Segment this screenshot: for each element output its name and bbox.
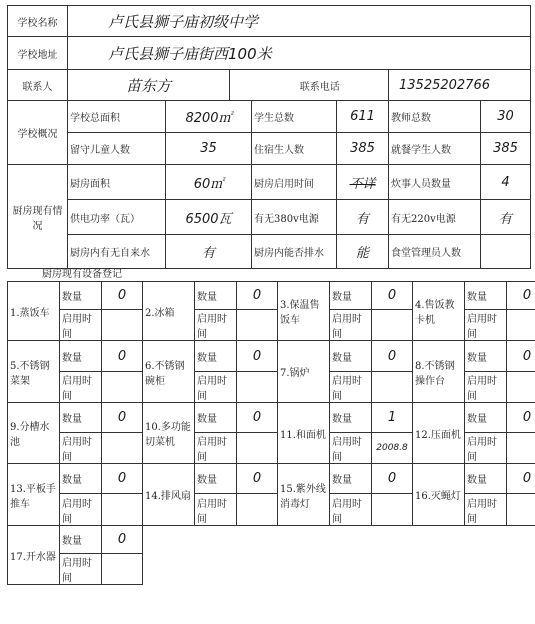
water-label: 厨房内有无自来水 [68, 235, 166, 269]
power-value: 6500瓦 [166, 200, 252, 235]
school-name-label: 学校名称 [8, 6, 68, 37]
boarders-label: 住宿生人数 [252, 133, 337, 165]
date-value [102, 494, 143, 526]
equipment-name: 15.紫外线消毒灯 [278, 464, 330, 526]
equipment-name: 4.售饭教卡机 [413, 282, 465, 341]
empty-cell [413, 526, 535, 585]
date-value [102, 372, 143, 403]
v220-label: 有无220v电源 [389, 200, 481, 235]
date-value [372, 310, 413, 341]
equipment-name: 12.压面机 [413, 403, 465, 464]
teachers-label: 教师总数 [389, 101, 481, 133]
qty-label: 数量 [60, 526, 102, 554]
qty-label: 数量 [465, 464, 507, 494]
date-label: 启用时间 [60, 554, 102, 585]
equipment-table [7, 281, 535, 585]
qty-value: 0 [507, 403, 535, 433]
qty-value: 0 [237, 464, 278, 494]
qty-value: 0 [507, 341, 535, 372]
qty-value: 0 [102, 282, 143, 310]
date-value [507, 494, 535, 526]
qty-value: 0 [372, 341, 413, 372]
diners-value: 385 [481, 133, 531, 165]
date-label: 启用时间 [60, 433, 102, 464]
date-value [237, 433, 278, 464]
qty-label: 数量 [60, 464, 102, 494]
date-label: 启用时间 [195, 494, 237, 526]
empty-cell [143, 526, 278, 585]
qty-value: 0 [507, 282, 535, 310]
kitchen-area-label: 厨房面积 [68, 165, 166, 200]
left-behind-label: 留守儿童人数 [68, 133, 166, 165]
date-value [507, 433, 535, 464]
qty-value: 0 [237, 341, 278, 372]
kitchen-section-label: 厨房现有情况 [8, 165, 68, 269]
equipment-name: 3.保温售饭车 [278, 282, 330, 341]
equipment-name: 8.不锈钢操作台 [413, 341, 465, 403]
kitchen-staff-value: 4 [481, 165, 531, 200]
boarders-value: 385 [337, 133, 389, 165]
kitchen-start-label: 厨房启用时间 [252, 165, 337, 200]
qty-label: 数量 [195, 464, 237, 494]
date-label: 启用时间 [465, 310, 507, 341]
water-value: 有 [166, 235, 252, 269]
equipment-name: 11.和面机 [278, 403, 330, 464]
equipment-name: 5.不锈钢菜架 [8, 341, 60, 403]
kitchen-start-value: 不详 [337, 165, 389, 200]
date-label: 启用时间 [330, 310, 372, 341]
date-label: 启用时间 [330, 372, 372, 403]
date-value [372, 494, 413, 526]
qty-value: 1 [372, 403, 413, 433]
date-label: 启用时间 [60, 494, 102, 526]
qty-label: 数量 [330, 282, 372, 310]
date-label: 启用时间 [465, 433, 507, 464]
date-label: 启用时间 [465, 494, 507, 526]
qty-label: 数量 [330, 341, 372, 372]
school-info-table [7, 5, 531, 269]
date-label: 启用时间 [330, 494, 372, 526]
date-value [237, 310, 278, 341]
qty-value: 0 [237, 403, 278, 433]
date-value [507, 310, 535, 341]
qty-value: 0 [102, 403, 143, 433]
contact-value: 苗东方 [68, 70, 230, 101]
overview-section-label: 学校概况 [8, 101, 68, 165]
drain-label: 厨房内能否排水 [252, 235, 337, 269]
date-label: 启用时间 [195, 372, 237, 403]
qty-label: 数量 [60, 341, 102, 372]
date-value [102, 310, 143, 341]
qty-label: 数量 [60, 282, 102, 310]
area-value: 8200㎡ [166, 101, 252, 133]
qty-value: 0 [102, 464, 143, 494]
phone-label: 联系电话 [252, 70, 389, 101]
date-value [102, 433, 143, 464]
power-label: 供电功率（瓦） [68, 200, 166, 235]
qty-value: 0 [372, 282, 413, 310]
school-address-value: 卢氏县狮子庙街西100米 [68, 37, 531, 70]
equipment-name: 13.平板手推车 [8, 464, 60, 526]
date-value [507, 372, 535, 403]
qty-value: 0 [102, 526, 143, 554]
qty-label: 数量 [330, 464, 372, 494]
school-name-value: 卢氏县狮子庙初级中学 [68, 6, 531, 37]
equipment-name: 7.锅炉 [278, 341, 330, 403]
left-behind-value: 35 [166, 133, 252, 165]
date-value [237, 494, 278, 526]
v220-value: 有 [481, 200, 531, 235]
date-value [102, 554, 143, 585]
qty-label: 数量 [195, 282, 237, 310]
qty-label: 数量 [60, 403, 102, 433]
teachers-value: 30 [481, 101, 531, 133]
qty-value: 0 [237, 282, 278, 310]
qty-label: 数量 [195, 341, 237, 372]
equipment-name: 16.灭蝇灯 [413, 464, 465, 526]
date-value: 2008.8 [372, 433, 413, 464]
v380-value: 有 [337, 200, 389, 235]
qty-value: 0 [102, 341, 143, 372]
area-label: 学校总面积 [68, 101, 166, 133]
qty-label: 数量 [465, 341, 507, 372]
date-label: 启用时间 [195, 310, 237, 341]
equipment-name: 2.冰箱 [143, 282, 195, 341]
equipment-name: 10.多功能切菜机 [143, 403, 195, 464]
v380-label: 有无380v电源 [252, 200, 337, 235]
empty-cell [278, 526, 413, 585]
qty-label: 数量 [195, 403, 237, 433]
date-label: 启用时间 [60, 372, 102, 403]
equipment-caption: 厨房现有设备登记 [42, 269, 122, 280]
date-label: 启用时间 [60, 310, 102, 341]
equipment-name: 17.开水器 [8, 526, 60, 585]
qty-value: 0 [507, 464, 535, 494]
kitchen-area-value: 60㎡ [166, 165, 252, 200]
managers-label: 食堂管理员人数 [389, 235, 481, 269]
date-label: 启用时间 [465, 372, 507, 403]
kitchen-staff-label: 炊事人员数量 [389, 165, 481, 200]
date-value [237, 372, 278, 403]
school-address-label: 学校地址 [8, 37, 68, 70]
equipment-name: 14.排风扇 [143, 464, 195, 526]
equipment-name: 1.蒸饭车 [8, 282, 60, 341]
qty-label: 数量 [465, 403, 507, 433]
qty-label: 数量 [330, 403, 372, 433]
drain-value: 能 [337, 235, 389, 269]
date-label: 启用时间 [195, 433, 237, 464]
students-value: 611 [337, 101, 389, 133]
managers-value [481, 235, 531, 269]
phone-value: 13525202766 [389, 70, 531, 101]
date-value [372, 372, 413, 403]
date-label: 启用时间 [330, 433, 372, 464]
qty-label: 数量 [465, 282, 507, 310]
contact-label: 联系人 [8, 70, 68, 101]
qty-value: 0 [372, 464, 413, 494]
diners-label: 就餐学生人数 [389, 133, 481, 165]
students-label: 学生总数 [252, 101, 337, 133]
equipment-name: 9.分槽水池 [8, 403, 60, 464]
equipment-name: 6.不锈钢碗柜 [143, 341, 195, 403]
